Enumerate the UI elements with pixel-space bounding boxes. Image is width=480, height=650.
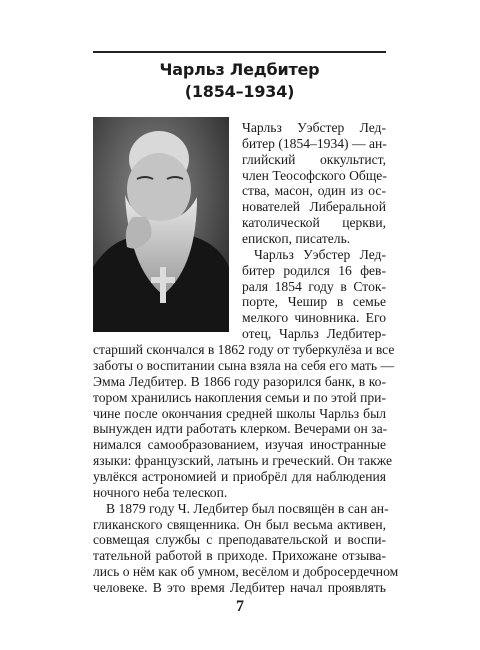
- text-line: языки: французский, латынь и греческий. Он также: [93, 453, 392, 469]
- text-line: чине после окончания средней школы Чарльз был: [93, 405, 386, 421]
- text-line: отец, Чарльз Ледбитер-: [242, 326, 386, 342]
- text-line: нователей Либеральной: [242, 199, 386, 215]
- text-line: совмещая службы с преподавательской и воспи-: [93, 532, 386, 548]
- text-line: Чарльз Уэбстер Лед-: [242, 120, 386, 135]
- text-line: заботы о воспитании сына взяла на себя его мать —: [93, 357, 395, 373]
- text-line: человеке. В это время Ледбитер начал проявлять: [93, 580, 386, 595]
- text-line: битер родился 16 фев-: [242, 262, 386, 278]
- text-line: нимался самообразованием, изучая иностранные: [93, 437, 386, 453]
- text-line: тательной работой в приходе. Прихожане отзыва-: [93, 548, 386, 564]
- text-line: член Теософского Обще-: [242, 167, 387, 183]
- text-line: Чарльз Уэбстер Лед-: [254, 246, 386, 262]
- text-line: тором хранились накопления семьи и по этой при-: [93, 389, 386, 405]
- text-line: битер (1854–1934) — ан-: [242, 135, 387, 151]
- text-line: В 1879 году Ч. Ледбитер был посвящён в сан ан-: [106, 500, 389, 516]
- text-line: лись о нём как об умном, весёлом и добросердечном: [93, 564, 399, 580]
- text-line: мелкого чиновника. Его: [242, 310, 386, 326]
- text-line: епископ, писатель.: [242, 231, 351, 247]
- text-line: ства, масон, один из ос-: [242, 183, 386, 199]
- text-line: глийский оккультист,: [242, 151, 386, 167]
- title-years: (1854–1934): [184, 82, 295, 101]
- text-line: гликанского священника. Он был весьма активен,: [93, 516, 386, 532]
- text-line: Эмма Ледбитер. В 1866 году разорился банк, в ко-: [93, 373, 386, 389]
- text-line: порте, Чешир в семье: [242, 294, 386, 310]
- title-name: Чарльз Ледбитер: [159, 60, 320, 79]
- text-line: раля 1854 году в Сток-: [242, 278, 386, 294]
- text-line: вынужден идти работать клерком. Вечерами он за-: [93, 421, 388, 437]
- page-number: 7: [236, 598, 244, 615]
- text-line: увлёкся астрономией и приобрёл для наблюдения: [93, 468, 386, 484]
- text-line: старший скончался в 1862 году от туберкулёза и все: [93, 342, 395, 358]
- text-line: католической церкви,: [242, 215, 386, 231]
- text-line: ночного неба телескоп.: [93, 484, 228, 500]
